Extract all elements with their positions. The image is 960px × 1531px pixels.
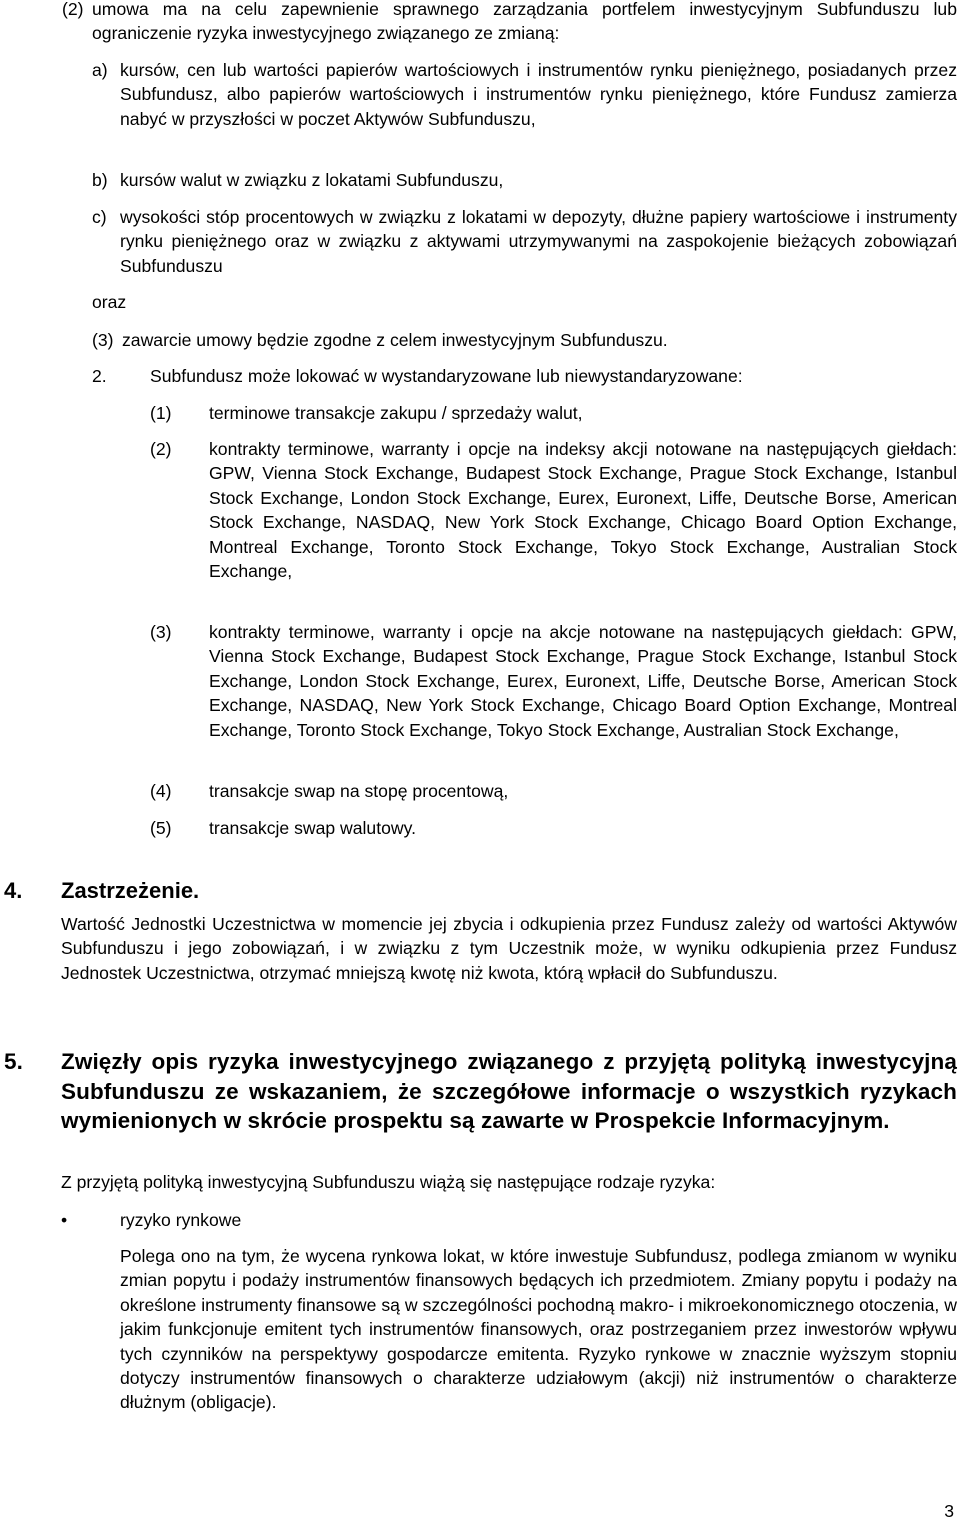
item-text: umowa ma na celu zapewnienie sprawnego zarządzania portfelem inwestycyjnym Subfunduszu lub ograniczenie ryzyka inwestycyjnego związanego ze zmianą:: [92, 0, 957, 44]
section-title: Zastrzeżenie.: [61, 878, 200, 903]
sub-item-label: b): [92, 170, 108, 190]
bullet-icon: •: [61, 1210, 68, 1230]
sub-item-text: kursów walut w związku z lokatami Subfunduszu,: [120, 170, 504, 190]
item-text: zawarcie umowy będzie zgodne z celem inwestycyjnym Subfunduszu.: [122, 330, 668, 350]
section-number: 4.: [4, 878, 23, 903]
list-item-text: kontrakty terminowe, warranty i opcje na indeksy akcji notowane na następujących giełdach: GPW, Vienna Stock Exchange, Budapest Stock Exchange, Prague Stock Exchange, Istanbul Stock Exchange, London Stock Exchange, Eurex, Euronext, Liffe, Deutsche Borse, American Stock Exchange, NASDAQ, New York Stock Exchange, Chicago Board Option Exchange, Montreal Exchange, Toronto Stock Exchange, Tokyo Stock Exchange, Australian Stock Exchange,: [209, 439, 957, 582]
section-title: Zwięzły opis ryzyka inwestycyjnego związanego z przyjętą polityką inwestycyjną Subfunduszu ze wskazaniem, że szczegółowe informacje o wszystkich ryzykach wymienionych w skrócie prospektu są zawarte w Prospekcie Informacyjnym.: [61, 1049, 957, 1133]
item-label: (2): [62, 0, 84, 19]
list-item-label: (1): [150, 403, 172, 423]
section-paragraph: Wartość Jednostki Uczestnictwa w momencie jej zbycia i odkupienia przez Fundusz zależy od wartości Aktywów Subfunduszu i jego zobowiązań, i w związku z tym Uczestnik może, w wyniku odkupienia przez Fundusz Jednostek Uczestnictwa, otrzymać mniejszą kwotę niż kwota, którą wpłacił do Subfunduszu.: [61, 914, 957, 983]
list-item-text: transakcje swap na stopę procentową,: [209, 781, 509, 801]
section-number: 2.: [92, 366, 107, 386]
item-label: (3): [92, 330, 114, 350]
risk-description: Polega ono na tym, że wycena rynkowa lokat, w które inwestuje Subfundusz, podlega zmianom w wyniku zmian popytu i podaży instrumentów finansowych będących ich przedmiotem. Zmiany popytu i podaży na określone instrumenty finansowe są w szczególności pochodną makro- i mikroekonomicznego otoczenia, w jakim funkcjonuje emitent tych instrumentów finansowych, oraz postrzeganiem przez inwestorów wpływu tych czynników na perspektywy gospodarcze emitenta. Ryzyko rynkowe w znacznie wyższym stopniu dotyczy instrumentów finansowych o charakterze udziałowym (akcji) niż instrumentów o charakterze dłużnym (obligacje).: [120, 1246, 957, 1413]
sub-item-label: a): [92, 60, 108, 80]
sub-item-text: kursów, cen lub wartości papierów wartościowych i instrumentów rynku pieniężnego, posiadanych przez Subfundusz, albo papierów wartościowych i instrumentów rynku pieniężnego, które Fundusz zamierza nabyć w przyszłości w poczet Aktywów Subfunduszu,: [120, 60, 957, 129]
list-item-text: kontrakty terminowe, warranty i opcje na akcje notowane na następujących giełdach: GPW, Vienna Stock Exchange, Budapest Stock Exchange, Prague Stock Exchange, Istanbul Stock Exchange, London Stock Exchange, Eurex, Euronext, Liffe, Deutsche Borse, American Stock Exchange, NASDAQ, New York Stock Exchange, Chicago Board Option Exchange, Montreal Exchange, Toronto Stock Exchange, Tokyo Stock Exchange, Australian Stock Exchange,: [209, 622, 957, 740]
risk-title: ryzyko rynkowe: [120, 1210, 242, 1230]
conjunction-text: oraz: [92, 292, 127, 312]
list-item-label: (3): [150, 622, 172, 642]
list-item-label: (4): [150, 781, 172, 801]
list-item-text: terminowe transakcje zakupu / sprzedaży walut,: [209, 403, 583, 423]
sub-item-text: wysokości stóp procentowych w związku z lokatami w depozyty, dłużne papiery wartościowe i instrumenty rynku pieniężnego oraz w związku z aktywami utrzymywanymi na zaspokojenie bieżących zobowiązań Subfunduszu: [120, 207, 957, 276]
page-number: 3: [944, 1500, 954, 1521]
list-item-text: transakcje swap walutowy.: [209, 818, 416, 838]
list-item-label: (5): [150, 818, 172, 838]
list-item-label: (2): [150, 439, 172, 459]
section-intro: Subfundusz może lokować w wystandaryzowane lub niewystandaryzowane:: [150, 366, 743, 386]
section-number: 5.: [4, 1049, 23, 1074]
section-intro: Z przyjętą polityką inwestycyjną Subfunduszu wiążą się następujące rodzaje ryzyka:: [61, 1172, 716, 1192]
sub-item-label: c): [92, 207, 107, 227]
